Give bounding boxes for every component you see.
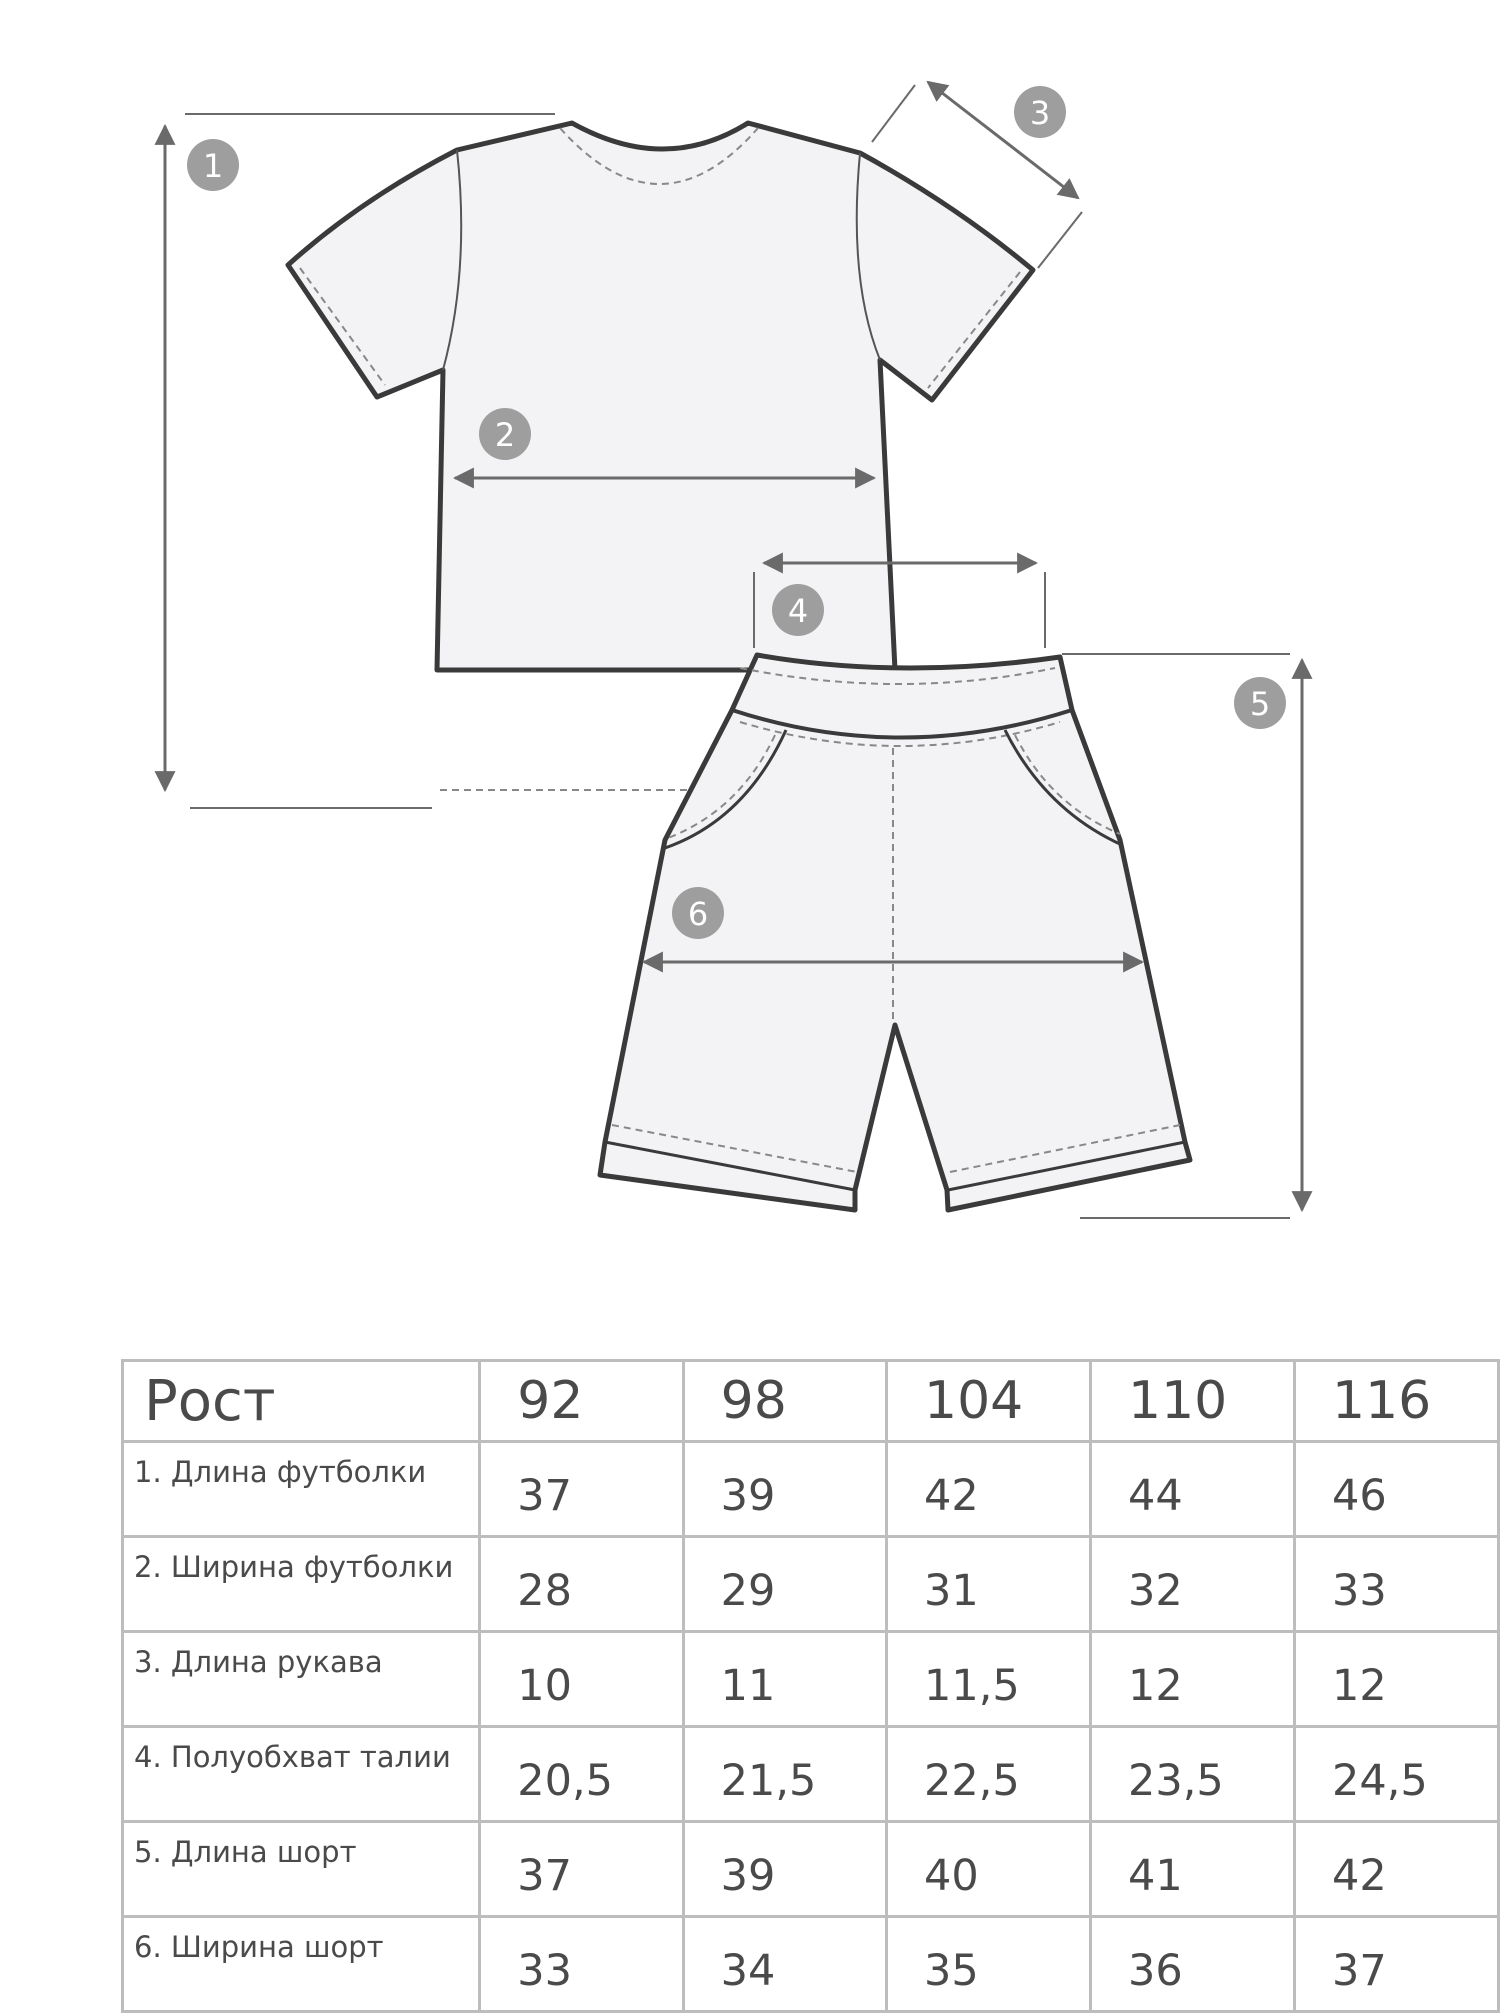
badge-3-label: 3 <box>1029 94 1051 132</box>
badge-2 <box>479 408 531 460</box>
table-cell: 44 <box>1090 1442 1294 1537</box>
row-label: 4. Полуобхват талии <box>123 1727 480 1822</box>
table-row <box>123 1537 1499 1632</box>
table-cell: 46 <box>1294 1442 1498 1537</box>
table-row <box>123 1632 1499 1727</box>
table-cell: 28 <box>480 1537 683 1632</box>
badge-1-label: 1 <box>202 147 224 185</box>
badge-1 <box>187 139 239 191</box>
badge-3 <box>1014 86 1066 138</box>
size-116: 116 <box>1294 1361 1498 1442</box>
table-cell: 33 <box>1294 1537 1498 1632</box>
table-cell: 39 <box>683 1822 886 1917</box>
header-label: Рост <box>123 1361 480 1442</box>
table-cell: 31 <box>886 1537 1090 1632</box>
table-cell: 40 <box>886 1822 1090 1917</box>
size-92: 92 <box>480 1361 683 1442</box>
size-98: 98 <box>683 1361 886 1442</box>
table-cell: 35 <box>886 1917 1090 2012</box>
row-label: 3. Длина рукава <box>123 1632 480 1727</box>
table-cell: 12 <box>1090 1632 1294 1727</box>
table-row <box>123 1917 1499 2012</box>
table-row <box>123 1727 1499 1822</box>
table-cell: 42 <box>886 1442 1090 1537</box>
table-cell: 23,5 <box>1090 1727 1294 1822</box>
table-cell: 24,5 <box>1294 1727 1498 1822</box>
badge-4-label: 4 <box>787 592 809 630</box>
table-row <box>123 1442 1499 1537</box>
table-cell: 22,5 <box>886 1727 1090 1822</box>
table-cell: 33 <box>480 1917 683 2012</box>
size-110: 110 <box>1090 1361 1294 1442</box>
table-cell: 32 <box>1090 1537 1294 1632</box>
badge-4 <box>772 584 824 636</box>
table-cell: 34 <box>683 1917 886 2012</box>
table-cell: 20,5 <box>480 1727 683 1822</box>
table-cell: 21,5 <box>683 1727 886 1822</box>
badge-6 <box>672 887 724 939</box>
size-table <box>121 1359 1500 2013</box>
table-row <box>123 1822 1499 1917</box>
row-label: 2. Ширина футболки <box>123 1537 480 1632</box>
badge-5 <box>1234 677 1286 729</box>
table-cell: 11,5 <box>886 1632 1090 1727</box>
size-104: 104 <box>886 1361 1090 1442</box>
table-header-row <box>123 1361 1499 1442</box>
table-cell: 37 <box>1294 1917 1498 2012</box>
table-cell: 10 <box>480 1632 683 1727</box>
table-cell: 39 <box>683 1442 886 1537</box>
table-cell: 36 <box>1090 1917 1294 2012</box>
tshirt-body <box>288 123 1033 670</box>
table-cell: 29 <box>683 1537 886 1632</box>
table-cell: 42 <box>1294 1822 1498 1917</box>
badge-2-label: 2 <box>494 416 516 454</box>
badge-5-label: 5 <box>1249 685 1271 723</box>
row-label: 5. Длина шорт <box>123 1822 480 1917</box>
table-cell: 12 <box>1294 1632 1498 1727</box>
table-cell: 37 <box>480 1442 683 1537</box>
badge-6-label: 6 <box>687 895 709 933</box>
table-cell: 11 <box>683 1632 886 1727</box>
table-cell: 37 <box>480 1822 683 1917</box>
row-label: 6. Ширина шорт <box>123 1917 480 2012</box>
row-label: 1. Длина футболки <box>123 1442 480 1537</box>
table-cell: 41 <box>1090 1822 1294 1917</box>
